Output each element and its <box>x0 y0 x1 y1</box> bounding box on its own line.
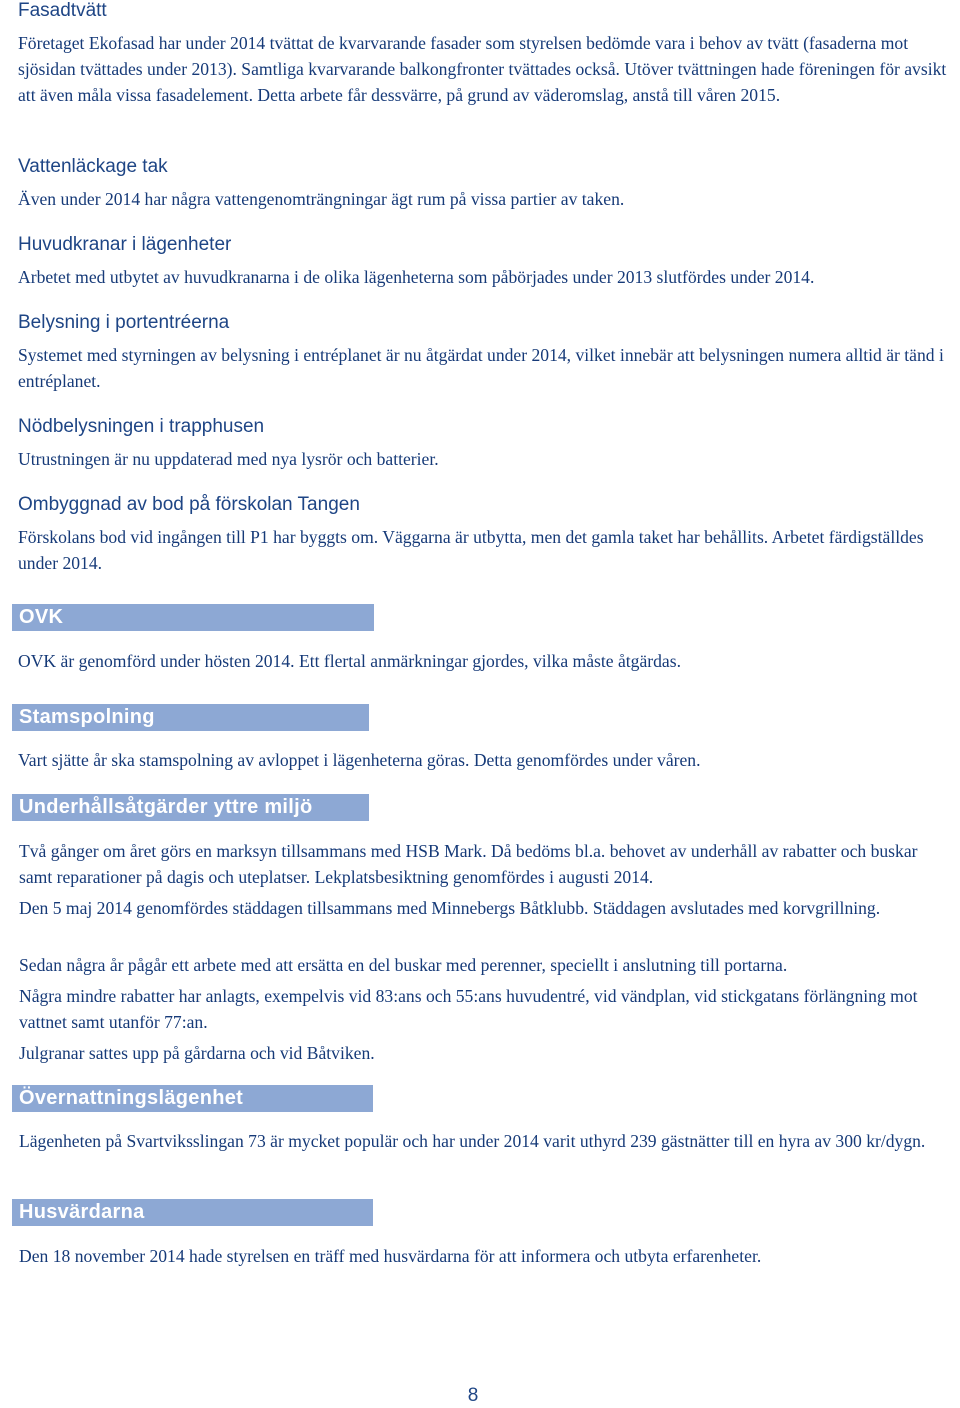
section-heading-vattenlackage: Vattenläckage tak <box>18 156 168 177</box>
section-text-underhall-5: Julgranar sattes upp på gårdarna och vid Båtviken. <box>19 1043 375 1063</box>
section-heading-belysning: Belysning i portentréerna <box>18 312 230 333</box>
section-heading-stamspolning: Stamspolning <box>12 704 369 731</box>
section-text-huvudkranar: Arbetet med utbytet av huvudkranarna i de olika lägenheterna som påbörjades under 2013 slutfördes under 2014. <box>18 267 815 287</box>
section-heading-ombyggnad: Ombyggnad av bod på förskolan Tangen <box>18 494 360 515</box>
section-heading-overnattning: Övernattningslägenhet <box>12 1085 373 1112</box>
section-text-husvardarna: Den 18 november 2014 hade styrelsen en träff med husvärdarna för att informera och utbyta erfarenheter. <box>19 1246 762 1266</box>
section-heading-ovk: OVK <box>12 604 374 631</box>
section-text-ombyggnad: Förskolans bod vid ingången till P1 har byggts om. Väggarna är utbytta, men det gamla taket har behållits. Arbetet färdigställdes under 2014. <box>18 527 924 573</box>
section-text-belysning: Systemet med styrningen av belysning i entréplanet är nu åtgärdat under 2014, vilket innebär att belysningen numera alltid är tänd i entréplanet. <box>18 345 944 391</box>
section-text-underhall-3: Sedan några år pågår ett arbete med att ersätta en del buskar med perenner, speciellt i anslutning till portarna. <box>19 955 788 975</box>
page-number: 8 <box>467 1385 479 1406</box>
section-heading-nodbelysning: Nödbelysningen i trapphusen <box>18 416 265 437</box>
section-text-underhall-2: Den 5 maj 2014 genomfördes städdagen tillsammans med Minnebergs Båtklubb. Städdagen avslutades med korvgrillning. <box>19 898 881 918</box>
section-heading-underhall: Underhållsåtgärder yttre miljö <box>12 794 369 821</box>
section-text-stamspolning: Vart sjätte år ska stamspolning av avloppet i lägenheterna göras. Detta genomfördes under våren. <box>18 750 701 770</box>
section-text-underhall-1: Två gånger om året görs en marksyn tillsammans med HSB Mark. Då bedöms bl.a. behovet av underhåll av rabatter och buskar samt reparationer på dagis och uteplatser. Lekplatsbesiktning genomfördes i augusti 2014. <box>19 841 918 887</box>
section-text-ovk: OVK är genomförd under hösten 2014. Ett flertal anmärkningar gjordes, vilka måste åtgärdas. <box>18 651 681 671</box>
section-heading-huvudkranar: Huvudkranar i lägenheter <box>18 234 232 255</box>
section-heading-fasadtvatt: Fasadtvätt <box>18 0 107 21</box>
section-text-underhall-4: Några mindre rabatter har anlagts, exempelvis vid 83:ans och 55:ans huvudentré, vid vändplan, vid stickgatans förlängning mot vattnet samt utanför 77:an. <box>19 986 918 1032</box>
section-text-nodbelysning: Utrustningen är nu uppdaterad med nya lysrör och batterier. <box>18 449 439 469</box>
section-text-fasadtvatt: Företaget Ekofasad har under 2014 tvättat de kvarvarande fasader som styrelsen bedömde vara i behov av tvätt (fasaderna mot sjösidan tvättades under 2013). Samtliga kvarvarande balkongfronter tvättades också. Utöver tvättningen hade föreningen för avsikt att även måla vissa fasadelement. Detta arbete får dessvärre, på grund av väderomslag, anstå till våren 2015. <box>18 33 947 105</box>
section-text-vattenlackage: Även under 2014 har några vattengenomträngningar ägt rum på vissa partier av taken. <box>18 189 625 209</box>
section-heading-husvardarna: Husvärdarna <box>12 1199 373 1226</box>
section-text-overnattning: Lägenheten på Svartviksslingan 73 är mycket populär och har under 2014 varit uthyrd 239 gästnätter till en hyra av 300 kr/dygn. <box>19 1131 926 1151</box>
